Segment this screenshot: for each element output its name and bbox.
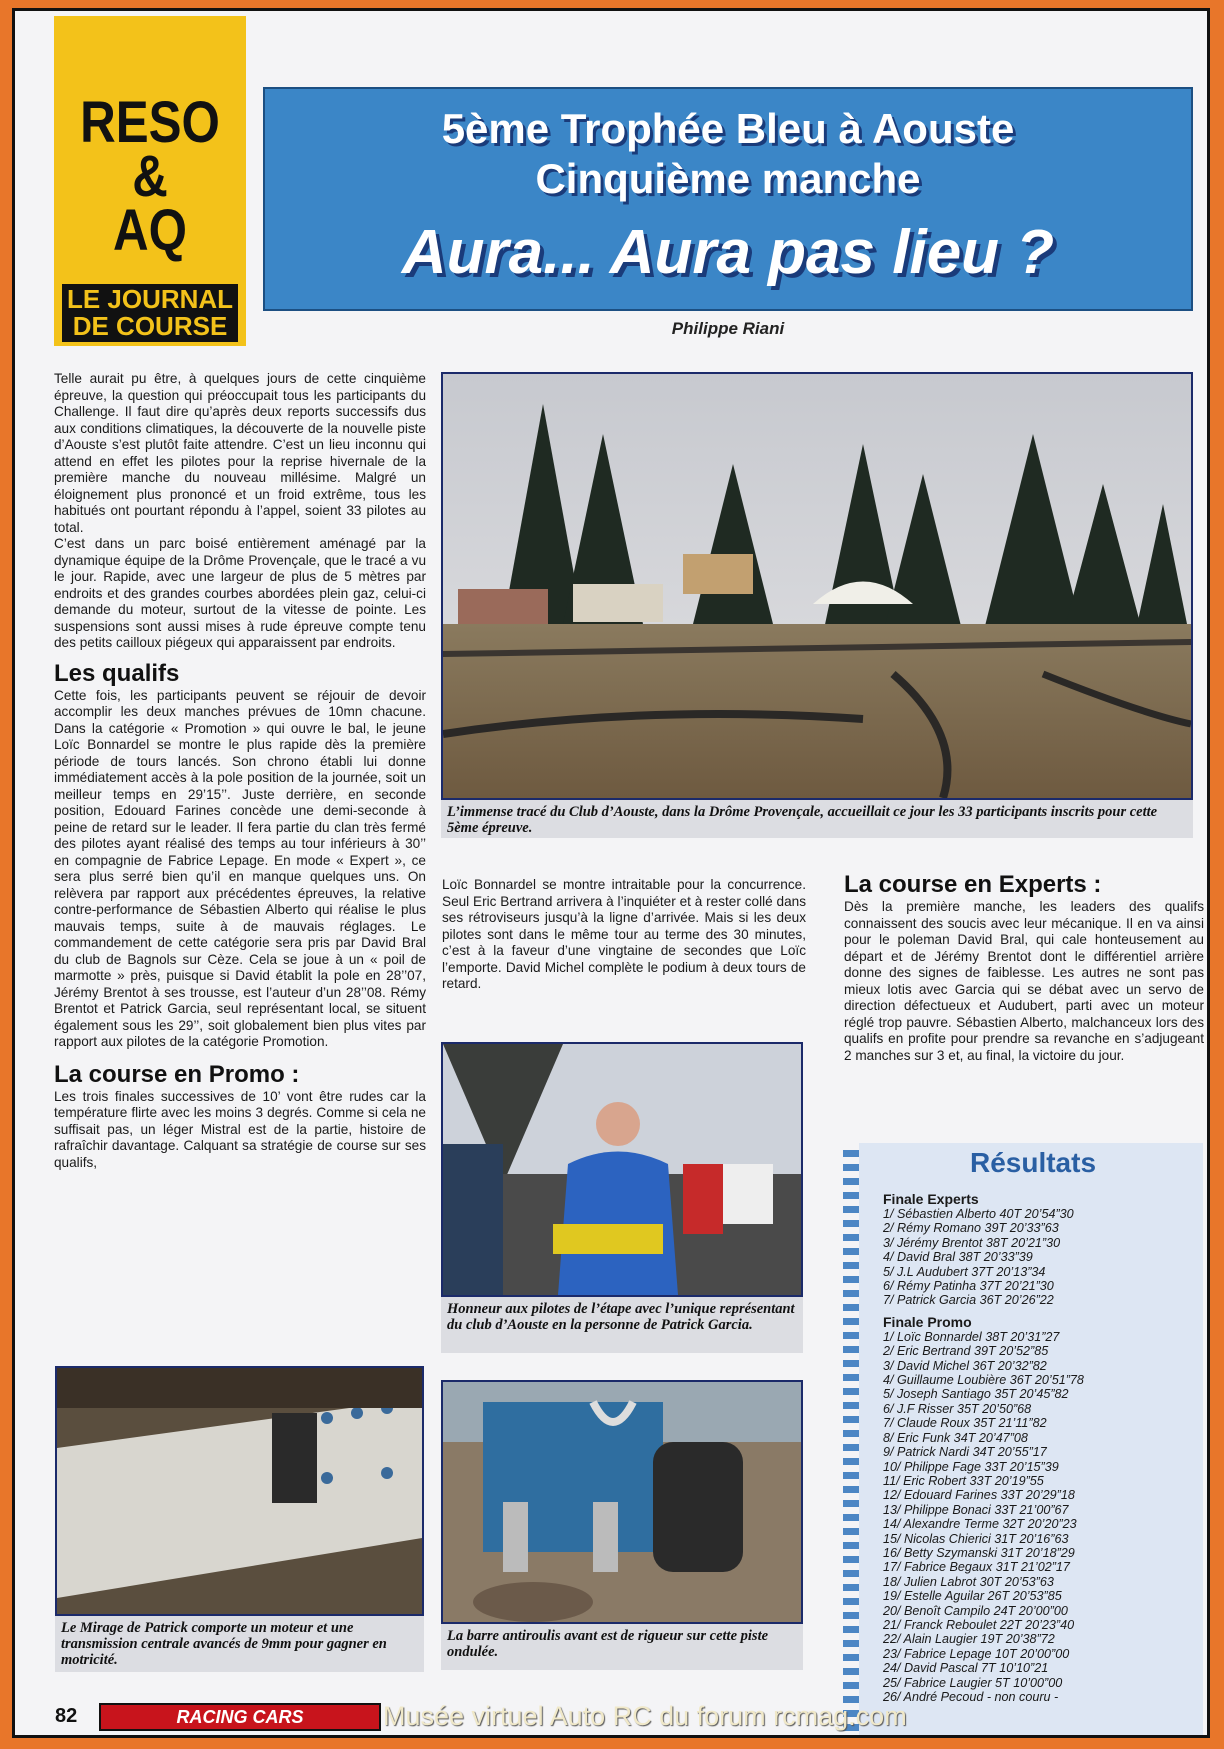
result-row: 12/ Edouard Farines 33T 20’29”18 bbox=[883, 1488, 1075, 1503]
magazine-page bbox=[12, 8, 1210, 1738]
byline: Philippe Riani bbox=[671, 319, 785, 338]
result-row: 6/ Rémy Patinha 37T 20’21”30 bbox=[883, 1279, 1054, 1294]
headline: Aura... Aura pas lieu ? bbox=[401, 218, 1055, 287]
result-row: 4/ David Bral 38T 20’33”39 bbox=[883, 1250, 1033, 1265]
heading-promo: La course en Promo : bbox=[54, 1060, 300, 1088]
pilot-caption: Honneur aux pilotes de l’étape avec l’unique représentant du club d’Aouste en la personne de Patrick Garcia. bbox=[441, 1297, 803, 1353]
result-row: 2/ Rémy Romano 39T 20’33”63 bbox=[883, 1221, 1059, 1236]
result-row: 22/ Alain Laugier 19T 20’38”72 bbox=[883, 1632, 1055, 1647]
magazine-logo: RACING CARS bbox=[99, 1703, 381, 1731]
title-line-2: Cinquième manche bbox=[535, 155, 921, 202]
result-row: 8/ Eric Funk 34T 20’47”08 bbox=[883, 1430, 1028, 1445]
result-row: 9/ Patrick Nardi 34T 20’55”17 bbox=[883, 1445, 1047, 1460]
promo-final-heading: Finale Promo bbox=[883, 1313, 972, 1330]
result-row: 26/ André Pecoud - non couru - bbox=[883, 1690, 1059, 1704]
antiroll-image bbox=[443, 1382, 801, 1622]
section-logo: RESO & AQ bbox=[80, 90, 220, 263]
chassis-image bbox=[57, 1368, 422, 1614]
result-row: 19/ Estelle Aguilar 26T 20’53”85 bbox=[883, 1589, 1062, 1604]
heading-qualifs: Les qualifs bbox=[54, 659, 180, 687]
result-row: 10/ Philippe Fage 33T 20’15”39 bbox=[883, 1459, 1059, 1474]
title-line-1: 5ème Trophée Bleu à Aouste bbox=[441, 105, 1015, 152]
column-1 bbox=[54, 371, 426, 1171]
result-row: 16/ Betty Szymanski 31T 20’18”29 bbox=[883, 1545, 1075, 1560]
promo-paragraph-2: Loïc Bonnardel se montre intraitable pour la concurrence. Seul Eric Bertrand arrivera à l’inquiéter et à rester collé dans ses rétroviseurs jusqu’à la ligne d’arrivée. Mais si les deux pilotes sont dans le même tour au terme des 30 minutes, c’est à la faveur d’une vingtaine de secondes que Loïc l’emporte. David Michel complète le podium à deux tours de retard. bbox=[442, 877, 806, 991]
journal-label: LE JOURNAL DE COURSE bbox=[62, 284, 238, 342]
results-title: Résultats bbox=[969, 1147, 1097, 1178]
title-banner bbox=[263, 87, 1193, 311]
intro-paragraph-2: C’est dans un parc boisé entièrement aménagé par la dynamique équipe de la Drôme Provençale, que le tracé a vu le jour. Rapide, avec une largeur de plus de 5 mètres par endroits et des grandes courbes abordées plein gaz, celui-ci demande du moteur, surtout de la vitesse de pointe. Les suspensions sont aussi mises à rude épreuve compte tenu des petits cailloux piégeux qui apparaissent par endroits. bbox=[54, 536, 426, 650]
result-row: 13/ Philippe Bonaci 33T 21’00”67 bbox=[883, 1502, 1069, 1517]
result-row: 11/ Eric Robert 33T 20’19”55 bbox=[883, 1473, 1044, 1488]
result-row: 21/ Franck Reboulet 22T 20’23”40 bbox=[883, 1617, 1075, 1632]
result-row: 24/ David Pascal 7T 10’10”21 bbox=[883, 1661, 1049, 1676]
result-row: 20/ Benoît Campilo 24T 20’00”00 bbox=[883, 1603, 1068, 1618]
result-row: 7/ Claude Roux 35T 21’11”82 bbox=[883, 1416, 1047, 1431]
result-row: 18/ Julien Labrot 30T 20’53”63 bbox=[883, 1574, 1054, 1589]
experts-list bbox=[883, 1207, 1183, 1308]
result-row: 25/ Fabrice Laugier 5T 10’00”00 bbox=[883, 1675, 1063, 1690]
track-image bbox=[443, 374, 1191, 798]
result-row: 23/ Fabrice Lepage 10T 20’00”00 bbox=[883, 1646, 1070, 1661]
result-row: 14/ Alexandre Terme 32T 20’20”23 bbox=[883, 1517, 1077, 1532]
results-box bbox=[843, 1143, 1203, 1738]
result-row: 6/ J.F Risser 35T 20’50”68 bbox=[883, 1401, 1032, 1416]
promo-list bbox=[883, 1330, 1183, 1705]
result-row: 2/ Eric Bertrand 39T 20’52”85 bbox=[883, 1344, 1049, 1359]
chassis-photo bbox=[55, 1366, 424, 1616]
experts-final-heading: Finale Experts bbox=[883, 1191, 979, 1207]
intro-paragraph: Telle aurait pu être, à quelques jours de cette cinquième épreuve, la question qui préoccupait tous les participants du Challenge. Il faut dire qu’après deux reports successifs dus aux conditions climatiques, la découverte de la nouvelle piste d’Aouste s’est plutôt faite attendre. C’est un lieu inconnu qui attend en effet les pilotes pour la reprise hivernale de la première manche du nouveau millésime. Malgré un éloignement plus prononcé et un froid extrême, tous les habitués ont pourtant répondu à l’appel, soient 33 pilotes au total. bbox=[54, 371, 426, 535]
result-row: 3/ Jérémy Brentot 38T 20’21”30 bbox=[883, 1235, 1061, 1250]
result-row: 15/ Nicolas Chierici 31T 20’16”63 bbox=[883, 1531, 1069, 1546]
page-number: 82 bbox=[55, 1705, 78, 1727]
heading-experts: La course en Experts : bbox=[844, 871, 1102, 898]
antiroll-caption: La barre antiroulis avant est de rigueur sur cette piste ondulée. bbox=[441, 1624, 803, 1670]
column-3 bbox=[844, 871, 1204, 1064]
qualifs-paragraph: Cette fois, les participants peuvent se réjouir de devoir accomplir les deux manches prévues de 10mn chacune. Dans la catégorie « Promotion » qui ouvre le bal, le jeune Loïc Bonnardel se montre le plus rapide dès la première période de tours lancés. Son chrono établi lui donne immédiatement accès à la pole position de la journée, soit un meilleur temps en 29’15’’. Juste derrière, en seconde position, Edouard Farines concède une demi-seconde à peine de retard sur le leader. Il fera partie du clan très fermé des pilotes ayant réalisé des temps au tour inférieurs à 30’’ en compagnie de Fabrice Lepage. En mode « Expert », ce sera plus serré bien qu’il en manque quelques uns. On relèvera par rapport aux précédentes épreuves, la relative contre-performance de Sébastien Alberto qui réalise le plus mauvais temps, suite à de mauvais réglages. Le commandement de cette catégorie sera pris par David Bral du club de Bagnols sur Cèze. Cela se joue à un « poil de marmotte » près, puisque si David établit la pole en 28’’07, Jérémy Brentot à ses trousse, est l’auteur d’un 28’’08. Rémy Brentot et Patrick Garcia, seul représentant local, se situent également sous les 29’’, soit globalement bien plus vites par rapport aux pilotes de la catégorie Promotion. bbox=[54, 687, 426, 1049]
pilot-image bbox=[443, 1044, 801, 1295]
museum-watermark: Musée virtuel Auto RC du forum rcmag.com bbox=[383, 1701, 907, 1731]
result-row: 5/ J.L Audubert 37T 20’13”34 bbox=[883, 1264, 1046, 1279]
result-row: 1/ Sébastien Alberto 40T 20’54”30 bbox=[883, 1207, 1074, 1221]
results-list bbox=[883, 1189, 1183, 1704]
result-row: 3/ David Michel 36T 20’32”82 bbox=[883, 1358, 1047, 1373]
result-row: 1/ Loïc Bonnardel 38T 20’31”27 bbox=[883, 1329, 1060, 1344]
section-tag bbox=[54, 16, 246, 346]
result-row: 7/ Patrick Garcia 36T 20’26”22 bbox=[883, 1293, 1054, 1308]
result-row: 5/ Joseph Santiago 35T 20’45”82 bbox=[883, 1387, 1069, 1402]
pilot-photo bbox=[441, 1042, 803, 1297]
experts-paragraph: Dès la première manche, les leaders des qualifs connaissent des soucis avec leur mécanique. Il en va ainsi pour le poleman David Bral, qui cale honteusement au départ et de Jérémy Brentot dont le différentiel arrière donne des signes de faiblesse. Les autres ne sont pas mieux lotis avec Garcia qui se débat avec un servo de direction défectueux et Audubert, parti avec un moteur réglé trop pauvre. Sébastien Alberto, malchanceux lors des qualifs en profite pour prendre sa revanche en s’adjugeant 2 manches sur 3 et, au final, la victoire du jour. bbox=[844, 899, 1204, 1063]
spiral-binding bbox=[843, 1143, 859, 1738]
chassis-caption: Le Mirage de Patrick comporte un moteur et une transmission centrale avancés de 9mm pour gagner en motricité. bbox=[55, 1616, 424, 1672]
antiroll-photo bbox=[441, 1380, 803, 1624]
promo-paragraph: Les trois finales successives de 10’ vont être rudes car la température flirte avec les moins 3 degrés. Comme si cela ne suffisait pas, un léger Mistral est de la partie, histoire de rafraîchir davantage. Calquant sa stratégie de course sur ses qualifs, bbox=[54, 1088, 426, 1170]
track-photo bbox=[441, 372, 1193, 800]
column-2 bbox=[442, 877, 806, 993]
result-row: 17/ Fabrice Begaux 31T 21’02”17 bbox=[883, 1560, 1070, 1575]
track-caption: L’immense tracé du Club d’Aouste, dans la Drôme Provençale, accueillait ce jour les 33 participants inscrits pour cette 5ème épreuve. bbox=[441, 800, 1193, 838]
result-row: 4/ Guillaume Loubière 36T 20’51”78 bbox=[883, 1373, 1084, 1388]
